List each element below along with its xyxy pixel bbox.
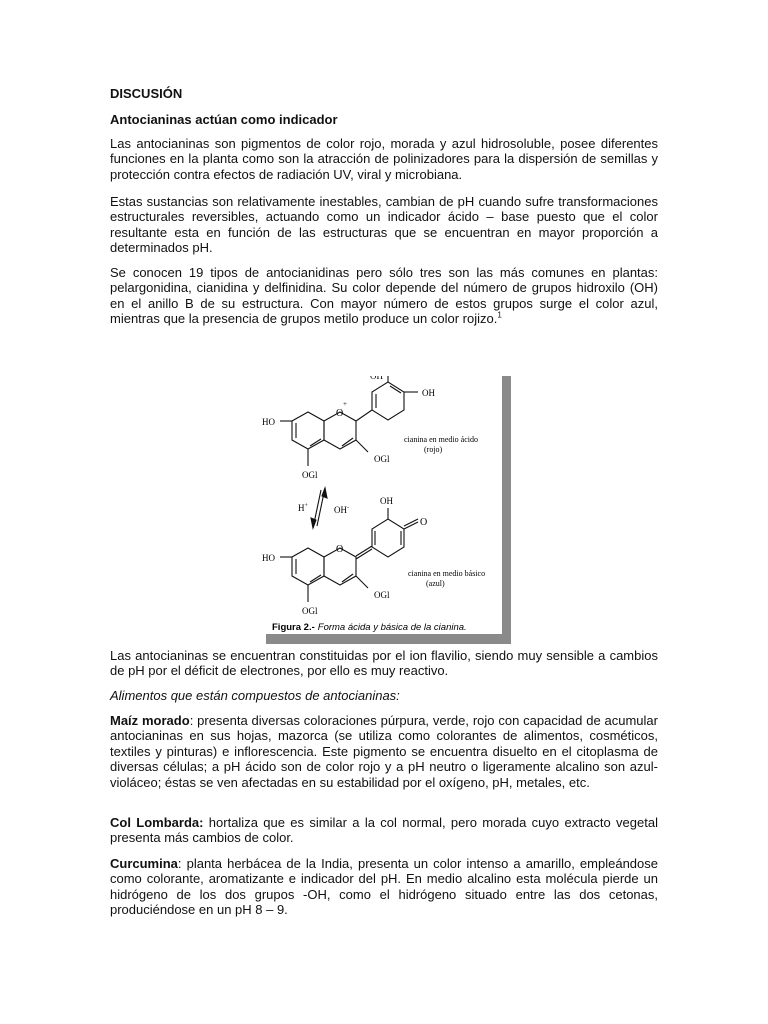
oh-right-label: OH — [422, 388, 435, 398]
cyanin-figure — [258, 376, 502, 634]
cyanin-structure-diagram — [258, 376, 502, 634]
basic-form-color: (azul) — [426, 579, 445, 588]
footnote-ref: 1 — [497, 310, 502, 320]
paragraph-8 — [110, 856, 658, 918]
paragraph-6-text: : presenta diversas coloraciones púrpura, verde, rojo con capacidad de acumular antocianinas en sus hojas, mazorca (se utiliza como colorantes de alimentos, cosméticos, textiles y pinturas) e inflorescencia. Este pigmento se encuentra disuelto en el citoplasma de diversas células; a pH ácido son de color rojo y a pH neutro o ligeramente alcalino son azul-violáceo; éstas se ven afectadas en su estabilidad por el oxígeno, pH, metales, etc. — [110, 713, 658, 790]
oh-top-label: OH — [370, 376, 383, 381]
ogl-bottom-label: OGl — [302, 470, 318, 480]
paragraph-3 — [110, 265, 658, 327]
term-maiz-morado: Maíz morado — [110, 713, 190, 728]
paragraph-4: Las antocianinas se encuentran constituidas por el ion flavilio, siendo muy sensible a cambios de pH por el déficit de electrones, por ello es muy reactivo. — [110, 648, 658, 679]
oh-bottom-label: OH — [380, 496, 393, 506]
basic-form-label: cianina en medio básico — [408, 569, 486, 578]
plus-sign: + — [343, 400, 347, 408]
paragraph-1: Las antocianinas son pigmentos de color rojo, morada y azul hidrosoluble, posee diferentes funciones en la planta como son la atracción de polinizadores para la dispersión de semillas y protección contra efectos de radiación UV, viral y microbiana. — [110, 136, 658, 182]
ring-oxygen-label: O — [336, 544, 344, 555]
paragraph-2: Estas sustancias son relativamente inestables, cambian de pH cuando sufre transformaciones estructurales reversibles, actuando como un indicador ácido – base puesto que el color resultante esta en función de las estructuras que se encuentran en mayor proporción a determinados pH. — [110, 194, 658, 256]
term-col-lombarda: Col Lombarda: — [110, 815, 204, 830]
paragraph-7-text: hortaliza que es similar a la col normal, pero morada cuyo extracto vegetal presenta más cambios de color. — [110, 815, 658, 846]
ketone-oxygen-label: O — [420, 517, 428, 528]
figure-shadow — [502, 376, 511, 644]
ogl-bot-right-label: OGl — [374, 590, 390, 600]
ho-left-label: HO — [262, 417, 275, 427]
subtitle: Antocianinas actúan como indicador — [110, 112, 338, 127]
paragraph-6 — [110, 713, 658, 790]
paragraph-8-text: : planta herbácea de la India, presenta un color intenso a amarillo, empleándose como colorante, aromatizante e indicador del pH. En medio alcalino esta molécula pierde un hidrógeno de los dos grupos -OH, como el hidrógeno situado entre las dos cetonas, produciéndose en un pH 8 – 9. — [110, 856, 658, 918]
h-plus-label: H+ — [298, 503, 308, 513]
acid-form-label: cianina en medio ácido — [404, 435, 478, 444]
oh-minus-label: OH- — [334, 505, 349, 515]
ho-bottom-label: HO — [262, 553, 275, 563]
figure-caption: Figura 2.- Forma ácida y básica de la cianina. — [272, 622, 467, 633]
section-title: DISCUSIÓN — [110, 86, 183, 101]
paragraph-3-text: Se conocen 19 tipos de antocianidinas pero sólo tres son las más comunes en plantas: pelargonidina, cianidina y delfinidina. Su color depende del número de grupos hidroxilo (OH) en el anillo B de su estructura. Con mayor número de estos grupos surge el color azul, mientras que la presencia de grupos metilo produce un color rojizo. — [110, 265, 658, 327]
paragraph-5: Alimentos que están compuestos de antocianinas: — [110, 688, 400, 703]
ogl-bot-bottom-label: OGl — [302, 606, 318, 616]
term-curcumina: Curcumina — [110, 856, 178, 871]
paragraph-7 — [110, 815, 658, 846]
ogl-right-label: OGl — [374, 454, 390, 464]
figure-shadow-bottom — [266, 634, 511, 644]
oxonium-label: O — [336, 408, 344, 419]
acid-form-color: (rojo) — [424, 445, 443, 454]
